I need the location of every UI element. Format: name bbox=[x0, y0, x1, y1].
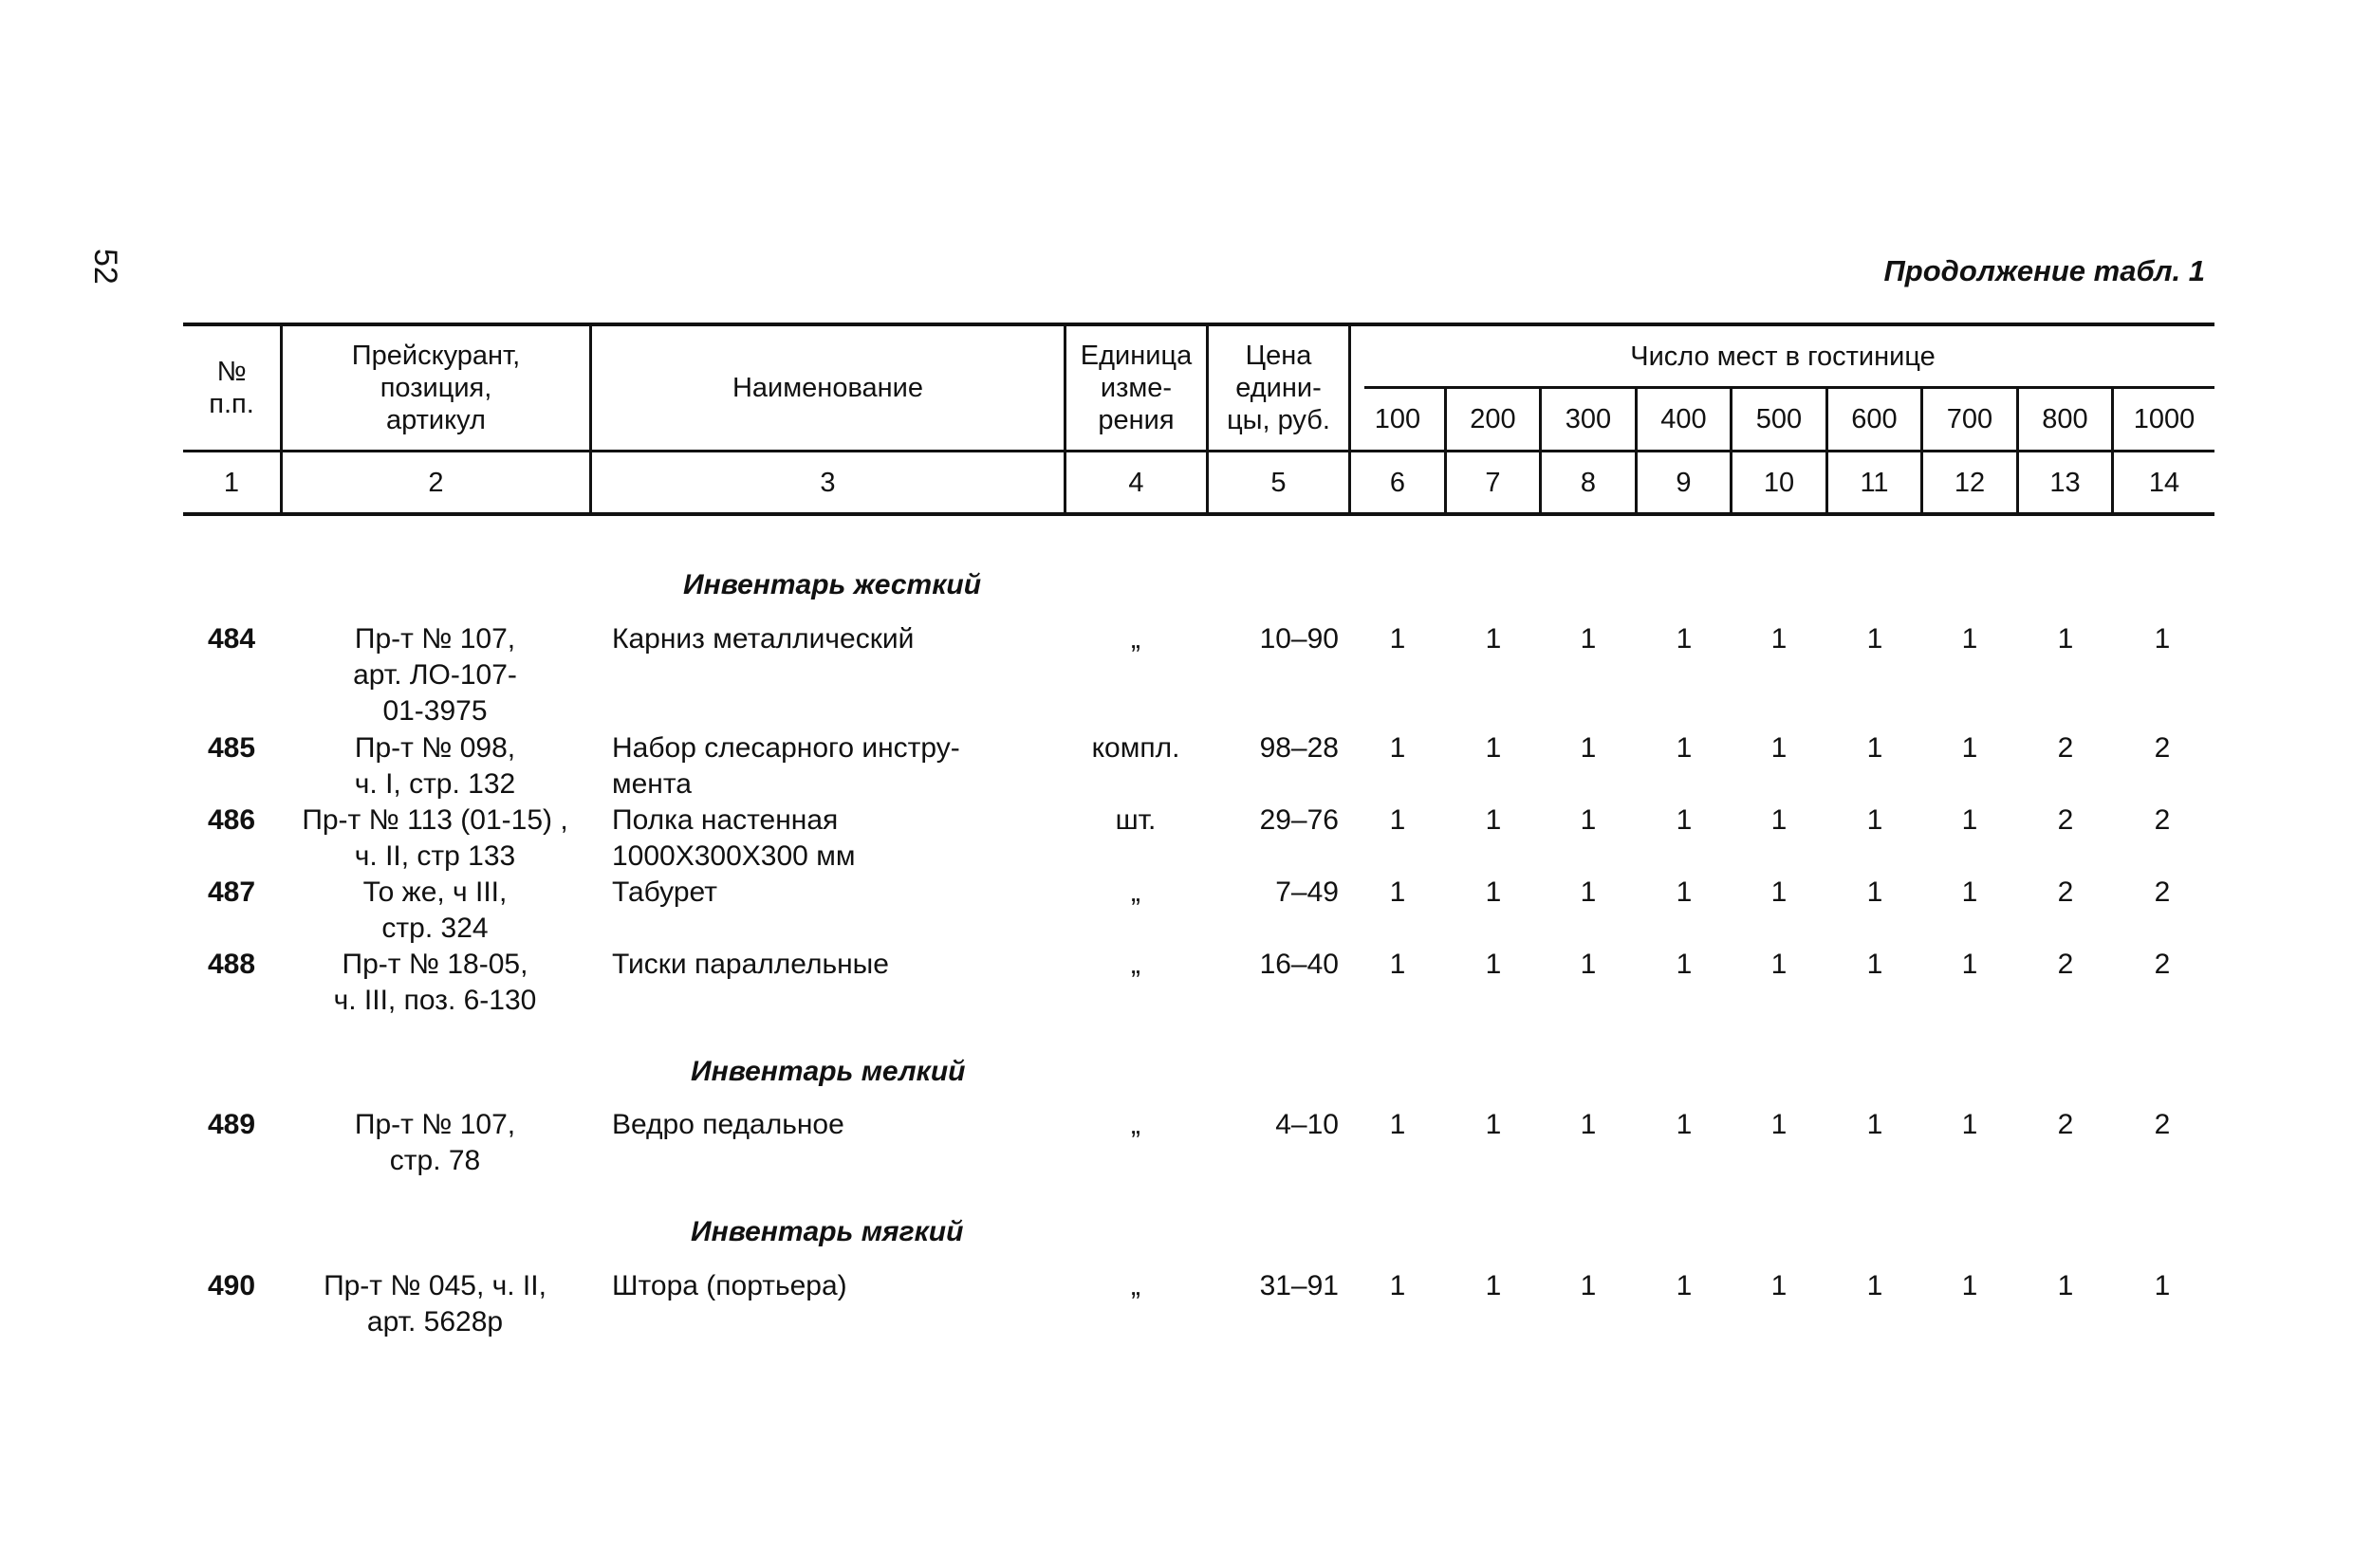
row-qty: 1 bbox=[1485, 876, 1502, 908]
row-qty: 1 bbox=[1485, 623, 1502, 655]
row-qty: 2 bbox=[2057, 876, 2074, 908]
row-pricelist: Пр-т № 107, арт. ЛО-107- 01-3975 bbox=[353, 623, 517, 727]
header-capacity: 100 bbox=[1374, 404, 1421, 434]
row-name: Штора (портьера) bbox=[612, 1270, 847, 1301]
row-price: 16–40 bbox=[1259, 949, 1339, 980]
row-qty: 1 bbox=[1389, 876, 1406, 908]
row-num: 486 bbox=[207, 804, 256, 836]
header-num: № п.п. bbox=[209, 357, 254, 419]
row-qty: 1 bbox=[1389, 1270, 1406, 1301]
row-qty: 1 bbox=[1389, 949, 1406, 980]
row-qty: 1 bbox=[1389, 623, 1406, 655]
row-qty: 1 bbox=[1676, 1109, 1693, 1140]
row-qty: 1 bbox=[1770, 949, 1788, 980]
row-qty: 1 bbox=[1961, 732, 1978, 764]
row-qty: 1 bbox=[1961, 1109, 1978, 1140]
row-name: Ведро педальное bbox=[612, 1109, 844, 1140]
row-num: 485 bbox=[207, 732, 256, 764]
row-price: 10–90 bbox=[1259, 623, 1339, 655]
row-unit: „ bbox=[1131, 1270, 1140, 1301]
col-number: 2 bbox=[428, 467, 444, 498]
col-number: 14 bbox=[2148, 467, 2180, 498]
row-name: Табурет bbox=[612, 876, 717, 908]
row-qty: 1 bbox=[1389, 804, 1406, 836]
row-num: 484 bbox=[207, 623, 256, 655]
row-unit: компл. bbox=[1091, 732, 1180, 764]
row-qty: 1 bbox=[1770, 804, 1788, 836]
row-qty: 1 bbox=[1770, 623, 1788, 655]
header-pricelist: Прейскурант, позиция, артикул bbox=[351, 341, 521, 435]
col-number: 5 bbox=[1270, 467, 1287, 498]
row-qty: 1 bbox=[1961, 949, 1978, 980]
col-number: 6 bbox=[1389, 467, 1406, 498]
row-qty: 2 bbox=[2154, 732, 2171, 764]
col-number: 10 bbox=[1763, 467, 1795, 498]
row-pricelist: Пр-т № 113 (01-15) , ч. II, стр 133 bbox=[302, 804, 568, 872]
row-pricelist: То же, ч III, стр. 324 bbox=[362, 876, 508, 944]
row-num: 487 bbox=[207, 876, 256, 908]
row-num: 488 bbox=[207, 949, 256, 980]
row-price: 98–28 bbox=[1259, 732, 1339, 764]
row-qty: 1 bbox=[1580, 876, 1597, 908]
row-qty: 1 bbox=[1866, 1270, 1883, 1301]
row-unit: „ bbox=[1131, 949, 1140, 980]
row-qty: 1 bbox=[1866, 949, 1883, 980]
row-qty: 1 bbox=[1580, 1270, 1597, 1301]
row-num: 490 bbox=[207, 1270, 256, 1301]
col-number: 7 bbox=[1485, 467, 1501, 498]
row-unit: „ bbox=[1131, 876, 1140, 908]
row-pricelist: Пр-т № 107, стр. 78 bbox=[354, 1109, 516, 1176]
row-qty: 1 bbox=[1676, 804, 1693, 836]
row-qty: 1 bbox=[1770, 876, 1788, 908]
col-number: 4 bbox=[1128, 467, 1144, 498]
row-qty: 1 bbox=[1770, 1109, 1788, 1140]
row-qty: 1 bbox=[1770, 732, 1788, 764]
table-header bbox=[183, 323, 2214, 514]
row-qty: 1 bbox=[2057, 1270, 2074, 1301]
row-unit: „ bbox=[1131, 1109, 1140, 1140]
header-capacity: 1000 bbox=[2133, 404, 2196, 434]
row-qty: 1 bbox=[1389, 732, 1406, 764]
row-qty: 1 bbox=[1676, 1270, 1693, 1301]
row-qty: 1 bbox=[1485, 732, 1502, 764]
row-qty: 1 bbox=[1676, 732, 1693, 764]
row-qty: 1 bbox=[1961, 1270, 1978, 1301]
col-number: 3 bbox=[820, 467, 836, 498]
row-name: Набор слесарного инстру- мента bbox=[612, 732, 960, 800]
col-number: 13 bbox=[2049, 467, 2081, 498]
col-number: 9 bbox=[1676, 467, 1692, 498]
row-pricelist: Пр-т № 098, ч. I, стр. 132 bbox=[354, 732, 516, 800]
row-pricelist: Пр-т № 045, ч. II, арт. 5628р bbox=[324, 1270, 547, 1337]
row-qty: 2 bbox=[2057, 949, 2074, 980]
header-places: Число мест в гостинице bbox=[1630, 341, 1936, 372]
row-qty: 1 bbox=[1866, 876, 1883, 908]
row-name: Полка настенная 1000Х300Х300 мм bbox=[612, 804, 856, 872]
col-number: 1 bbox=[223, 467, 240, 498]
row-name: Карниз металлический bbox=[612, 623, 915, 655]
row-pricelist: Пр-т № 18-05, ч. III, поз. 6-130 bbox=[333, 949, 537, 1016]
col-number: 11 bbox=[1860, 467, 1889, 498]
row-qty: 2 bbox=[2154, 949, 2171, 980]
col-number: 12 bbox=[1954, 467, 1986, 498]
header-capacity: 300 bbox=[1565, 404, 1612, 434]
row-unit: „ bbox=[1131, 623, 1140, 655]
row-price: 4–10 bbox=[1275, 1109, 1339, 1140]
row-qty: 1 bbox=[1770, 1270, 1788, 1301]
row-qty: 1 bbox=[1485, 949, 1502, 980]
header-capacity: 400 bbox=[1660, 404, 1707, 434]
row-qty: 1 bbox=[1485, 1109, 1502, 1140]
row-qty: 2 bbox=[2154, 876, 2171, 908]
row-price: 31–91 bbox=[1259, 1270, 1339, 1301]
header-capacity: 700 bbox=[1946, 404, 1993, 434]
row-qty: 2 bbox=[2154, 804, 2171, 836]
row-qty: 1 bbox=[2154, 623, 2171, 655]
header-capacity: 200 bbox=[1470, 404, 1516, 434]
row-qty: 1 bbox=[1961, 876, 1978, 908]
row-qty: 1 bbox=[1580, 804, 1597, 836]
section-title: Инвентарь мелкий bbox=[691, 1056, 966, 1087]
section-title: Инвентарь жесткий bbox=[683, 569, 982, 600]
header-unit: Единица изме- рения bbox=[1080, 341, 1193, 435]
row-qty: 1 bbox=[1580, 949, 1597, 980]
row-price: 29–76 bbox=[1259, 804, 1339, 836]
page-number: 52 bbox=[87, 249, 123, 285]
row-qty: 1 bbox=[1389, 1109, 1406, 1140]
col-number: 8 bbox=[1580, 467, 1597, 498]
row-qty: 1 bbox=[1866, 732, 1883, 764]
header-capacity: 600 bbox=[1851, 404, 1898, 434]
row-num: 489 bbox=[207, 1109, 256, 1140]
row-qty: 2 bbox=[2154, 1109, 2171, 1140]
row-qty: 1 bbox=[2154, 1270, 2171, 1301]
row-qty: 1 bbox=[1866, 623, 1883, 655]
section-title: Инвентарь мягкий bbox=[691, 1216, 964, 1247]
row-qty: 1 bbox=[1580, 623, 1597, 655]
header-name: Наименование bbox=[732, 373, 924, 403]
row-qty: 1 bbox=[1676, 623, 1693, 655]
row-qty: 1 bbox=[1580, 1109, 1597, 1140]
header-price: Цена едини- цы, руб. bbox=[1227, 341, 1330, 435]
header-capacity: 800 bbox=[2042, 404, 2088, 434]
row-qty: 2 bbox=[2057, 804, 2074, 836]
row-qty: 1 bbox=[1485, 1270, 1502, 1301]
row-name: Тиски параллельные bbox=[612, 949, 889, 980]
row-qty: 1 bbox=[1580, 732, 1597, 764]
row-qty: 1 bbox=[1961, 804, 1978, 836]
row-qty: 1 bbox=[1485, 804, 1502, 836]
row-qty: 1 bbox=[1676, 876, 1693, 908]
row-qty: 1 bbox=[1866, 1109, 1883, 1140]
header-capacity: 500 bbox=[1755, 404, 1803, 434]
row-qty: 2 bbox=[2057, 732, 2074, 764]
row-qty: 1 bbox=[2057, 623, 2074, 655]
row-qty: 1 bbox=[1676, 949, 1693, 980]
header-bottom-rule bbox=[183, 512, 2214, 516]
row-unit: шт. bbox=[1115, 804, 1157, 836]
row-qty: 1 bbox=[1961, 623, 1978, 655]
row-price: 7–49 bbox=[1275, 876, 1339, 908]
table-caption: Продолжение табл. 1 bbox=[1883, 254, 2205, 287]
row-qty: 2 bbox=[2057, 1109, 2074, 1140]
row-qty: 1 bbox=[1866, 804, 1883, 836]
